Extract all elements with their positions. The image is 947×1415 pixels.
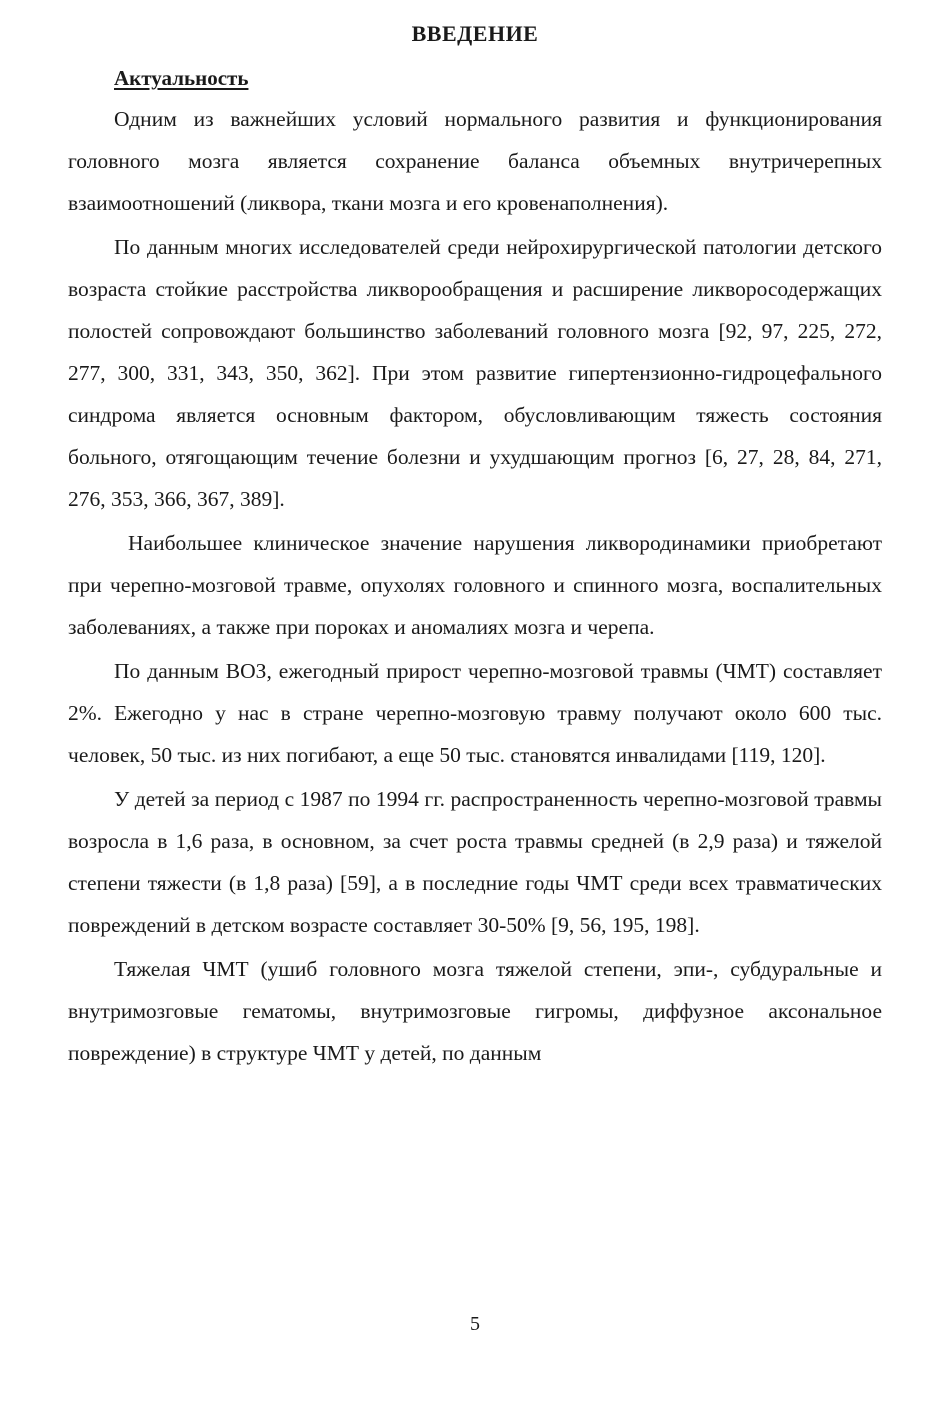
- page-number: 5: [470, 1313, 480, 1335]
- paragraph: Тяжелая ЧМТ (ушиб головного мозга тяжелой степени, эпи-, субдуральные и внутримозговые гематомы, внутримозговые гигромы, диффузное аксональное повреждение) в структуре ЧМТ у детей, по данным: [68, 957, 882, 1065]
- paragraph: По данным ВОЗ, ежегодный прирост черепно-мозговой травмы (ЧМТ) составляет 2%. Ежегодно у нас в стране черепно-мозговую травму получают около 600 тыс. человек, 50 тыс. из них погибают, а еще 50 тыс. становятся инвалидами [119, 120].: [68, 659, 882, 767]
- paragraph: Одним из важнейших условий нормального развития и функционирования головного мозга является сохранение баланса объемных внутричерепных взаимоотношений (ликвора, ткани мозга и его кровенаполнения).: [68, 107, 882, 215]
- paragraph: Наибольшее клиническое значение нарушения ликвородинамики приобретают при черепно-мозговой травме, опухолях головного и спинного мозга, воспалительных заболеваниях, а также при пороках и аномалиях мозга и черепа.: [68, 531, 882, 639]
- body-text: [68, 98, 882, 1076]
- document-title: ВВЕДЕНИЕ: [411, 21, 539, 46]
- document-page: [68, 0, 882, 1415]
- paragraph: По данным многих исследователей среди нейрохирургической патологии детского возраста стойкие расстройства ликворообращения и расширение ликворосодержащих полостей сопровождают большинство заболеваний головного мозга [92, 97, 225, 272, 277, 300, 331, 343, 350, 362]. При этом развитие гипертензионно-гидроцефального синдрома является основным фактором, обусловливающим тяжесть состояния больного, отягощающим течение болезни и ухудшающим прогноз [6, 27, 28, 84, 271, 276, 353, 366, 367, 389].: [68, 235, 882, 511]
- paragraph: У детей за период с 1987 по 1994 гг. распространенность черепно-мозговой травмы возросла в 1,6 раза, в основном, за счет роста травмы средней (в 2,9 раза) и тяжелой степени тяжести (в 1,8 раза) [59], а в последние годы ЧМТ среди всех травматических повреждений в детском возрасте составляет 30-50% [9, 56, 195, 198].: [68, 787, 882, 937]
- section-heading: Актуальность: [114, 66, 249, 90]
